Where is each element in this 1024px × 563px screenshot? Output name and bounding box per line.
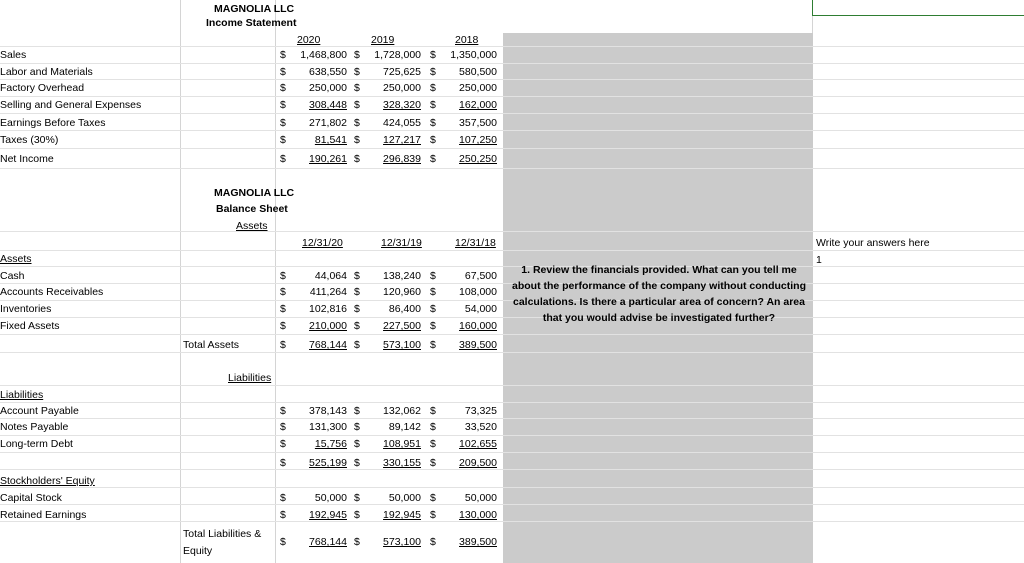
cell-value: 250,000 [383, 82, 421, 94]
cell-value: 424,055 [383, 117, 421, 129]
grid-row-line [0, 521, 1024, 522]
grid-row-line [0, 402, 1024, 403]
cell-value: 768,144 [309, 536, 347, 548]
currency-symbol: $ [280, 270, 286, 282]
cell-value: 389,500 [459, 339, 497, 351]
cell-value: 190,261 [309, 153, 347, 165]
row-label: Notes Payable [0, 421, 69, 433]
row-label: Selling and General Expenses [0, 99, 142, 111]
row-label: Fixed Assets [0, 320, 60, 332]
cell-value: 328,320 [383, 99, 421, 111]
cell-value: 308,448 [309, 99, 347, 111]
equity-label: Stockholders' Equity [0, 475, 95, 487]
currency-symbol: $ [280, 134, 286, 146]
cell-value: 33,520 [464, 421, 497, 433]
cell-value: 67,500 [464, 270, 497, 282]
liabilities-label: Liabilities [0, 389, 44, 401]
bs-liabilities-header: Liabilities [228, 372, 272, 384]
grid-row-line [0, 46, 1024, 47]
currency-symbol: $ [280, 320, 286, 332]
answer-number[interactable]: 1 [816, 254, 822, 266]
currency-symbol: $ [354, 303, 360, 315]
currency-symbol: $ [430, 536, 436, 548]
row-label: Inventories [0, 303, 52, 315]
currency-symbol: $ [430, 492, 436, 504]
cell-value: 102,816 [309, 303, 347, 315]
currency-symbol: $ [354, 320, 360, 332]
currency-symbol: $ [354, 270, 360, 282]
currency-symbol: $ [354, 421, 360, 433]
cell-value: 525,199 [309, 457, 347, 469]
cell-value: 107,250 [459, 134, 497, 146]
currency-symbol: $ [280, 49, 286, 61]
currency-symbol: $ [354, 99, 360, 111]
cell-value: 1,350,000 [450, 49, 497, 61]
cell-value: 209,500 [459, 457, 497, 469]
row-label: Accounts Receivables [0, 286, 104, 298]
grid-row-line [0, 487, 1024, 488]
currency-symbol: $ [280, 303, 286, 315]
grid-row-line [0, 168, 1024, 169]
row-label: Net Income [0, 153, 54, 165]
row-label: Labor and Materials [0, 66, 93, 78]
currency-symbol: $ [280, 509, 286, 521]
row-label: Long-term Debt [0, 438, 73, 450]
date-header: 12/31/19 [381, 237, 422, 249]
cell-value: 89,142 [388, 421, 421, 433]
date-header: 12/31/20 [302, 237, 343, 249]
grid-row-line [0, 148, 1024, 149]
cell-value: 130,000 [459, 509, 497, 521]
is-title: Income Statement [206, 17, 297, 29]
row-label: Earnings Before Taxes [0, 117, 106, 129]
cell-value: 271,802 [309, 117, 347, 129]
grid-col-line-b [275, 0, 276, 563]
total-le-label-1: Total Liabilities & [183, 528, 262, 540]
cell-value: 138,240 [383, 270, 421, 282]
row-label: Retained Earnings [0, 509, 87, 521]
cell-value: 573,100 [383, 339, 421, 351]
row-label: Cash [0, 270, 25, 282]
currency-symbol: $ [430, 457, 436, 469]
cell-value: 73,325 [464, 405, 497, 417]
cell-value: 120,960 [383, 286, 421, 298]
grid-row-line [0, 79, 1024, 80]
currency-symbol: $ [280, 421, 286, 433]
cell-value: 50,000 [388, 492, 421, 504]
currency-symbol: $ [430, 405, 436, 417]
row-label: Account Payable [0, 405, 79, 417]
currency-symbol: $ [354, 286, 360, 298]
assets-label: Assets [0, 253, 32, 265]
bs-title: Balance Sheet [216, 203, 288, 215]
cell-value: 50,000 [464, 492, 497, 504]
currency-symbol: $ [430, 303, 436, 315]
currency-symbol: $ [280, 536, 286, 548]
currency-symbol: $ [354, 117, 360, 129]
cell-value: 210,000 [309, 320, 347, 332]
cell-value: 108,000 [459, 286, 497, 298]
cell-value: 227,500 [383, 320, 421, 332]
grid-row-line [0, 352, 1024, 353]
cell-value: 81,541 [314, 134, 347, 146]
currency-symbol: $ [354, 536, 360, 548]
currency-symbol: $ [280, 492, 286, 504]
currency-symbol: $ [354, 438, 360, 450]
currency-symbol: $ [430, 117, 436, 129]
selected-cell[interactable] [812, 0, 1024, 16]
cell-value: 330,155 [383, 457, 421, 469]
currency-symbol: $ [354, 66, 360, 78]
cell-value: 44,064 [314, 270, 347, 282]
currency-symbol: $ [280, 438, 286, 450]
question-text: 1. Review the financials provided. What can you tell me about the performance of the company without conducting calculations. Is there a particular area of concern? An area that you would advise be investigated further? [511, 264, 806, 324]
row-label: Taxes (30%) [0, 134, 59, 146]
cell-value: 108,951 [383, 438, 421, 450]
cell-value: 1,468,800 [300, 49, 347, 61]
grid-col-line-a [180, 0, 181, 563]
currency-symbol: $ [430, 438, 436, 450]
currency-symbol: $ [430, 134, 436, 146]
grid-row-line [0, 385, 1024, 386]
grid-row-line [0, 452, 1024, 453]
bs-company: MAGNOLIA LLC [214, 187, 295, 199]
grid-row-line [0, 250, 1024, 251]
year-header: 2020 [297, 34, 321, 46]
cell-value: 127,217 [383, 134, 421, 146]
grid-row-line [0, 231, 1024, 232]
cell-value: 768,144 [309, 339, 347, 351]
grid-row-line [0, 435, 1024, 436]
cell-value: 725,625 [383, 66, 421, 78]
cell-value: 15,756 [314, 438, 347, 450]
grid-row-line [0, 96, 1024, 97]
cell-value: 160,000 [459, 320, 497, 332]
currency-symbol: $ [354, 82, 360, 94]
cell-value: 250,000 [459, 82, 497, 94]
cell-value: 573,100 [383, 536, 421, 548]
cell-value: 638,550 [309, 66, 347, 78]
cell-value: 378,143 [309, 405, 347, 417]
currency-symbol: $ [280, 286, 286, 298]
currency-symbol: $ [280, 117, 286, 129]
cell-value: 54,000 [464, 303, 497, 315]
currency-symbol: $ [280, 66, 286, 78]
cell-value: 389,500 [459, 536, 497, 548]
grid-row-line [0, 469, 1024, 470]
cell-value: 411,264 [309, 286, 347, 298]
bs-assets-header: Assets [236, 220, 268, 232]
grid-row-line [0, 130, 1024, 131]
cell-value: 296,839 [383, 153, 421, 165]
currency-symbol: $ [354, 405, 360, 417]
currency-symbol: $ [280, 339, 286, 351]
currency-symbol: $ [280, 153, 286, 165]
answer-label: Write your answers here [816, 237, 930, 249]
row-label: Capital Stock [0, 492, 62, 504]
total-le-label-2: Equity [183, 545, 213, 557]
is-company: MAGNOLIA LLC [214, 3, 295, 15]
currency-symbol: $ [354, 134, 360, 146]
currency-symbol: $ [430, 421, 436, 433]
currency-symbol: $ [354, 49, 360, 61]
cell-value: 162,000 [459, 99, 497, 111]
cell-value: 250,000 [309, 82, 347, 94]
currency-symbol: $ [430, 339, 436, 351]
year-header: 2019 [371, 34, 395, 46]
currency-symbol: $ [430, 270, 436, 282]
grid-row-line [0, 334, 1024, 335]
currency-symbol: $ [354, 457, 360, 469]
currency-symbol: $ [280, 457, 286, 469]
cell-value: 50,000 [314, 492, 347, 504]
currency-symbol: $ [280, 99, 286, 111]
cell-value: 192,945 [383, 509, 421, 521]
currency-symbol: $ [280, 82, 286, 94]
currency-symbol: $ [354, 492, 360, 504]
currency-symbol: $ [430, 49, 436, 61]
currency-symbol: $ [354, 339, 360, 351]
currency-symbol: $ [354, 509, 360, 521]
cell-value: 132,062 [383, 405, 421, 417]
grid-row-line [0, 504, 1024, 505]
year-header: 2018 [455, 34, 479, 46]
cell-value: 1,728,000 [374, 49, 421, 61]
grid-row-line [0, 63, 1024, 64]
cell-value: 250,250 [459, 153, 497, 165]
currency-symbol: $ [430, 286, 436, 298]
row-label: Factory Overhead [0, 82, 85, 94]
grid-row-line [0, 113, 1024, 114]
cell-value: 357,500 [459, 117, 497, 129]
currency-symbol: $ [430, 99, 436, 111]
total-assets-label: Total Assets [183, 339, 240, 351]
cell-value: 86,400 [388, 303, 421, 315]
cell-value: 102,655 [459, 438, 497, 450]
date-header: 12/31/18 [455, 237, 496, 249]
currency-symbol: $ [430, 66, 436, 78]
currency-symbol: $ [430, 320, 436, 332]
cell-value: 580,500 [459, 66, 497, 78]
cell-value: 131,300 [309, 421, 347, 433]
grid-row-line [0, 418, 1024, 419]
currency-symbol: $ [430, 509, 436, 521]
currency-symbol: $ [430, 82, 436, 94]
row-label: Sales [0, 49, 27, 61]
currency-symbol: $ [354, 153, 360, 165]
cell-value: 192,945 [309, 509, 347, 521]
currency-symbol: $ [430, 153, 436, 165]
currency-symbol: $ [280, 405, 286, 417]
